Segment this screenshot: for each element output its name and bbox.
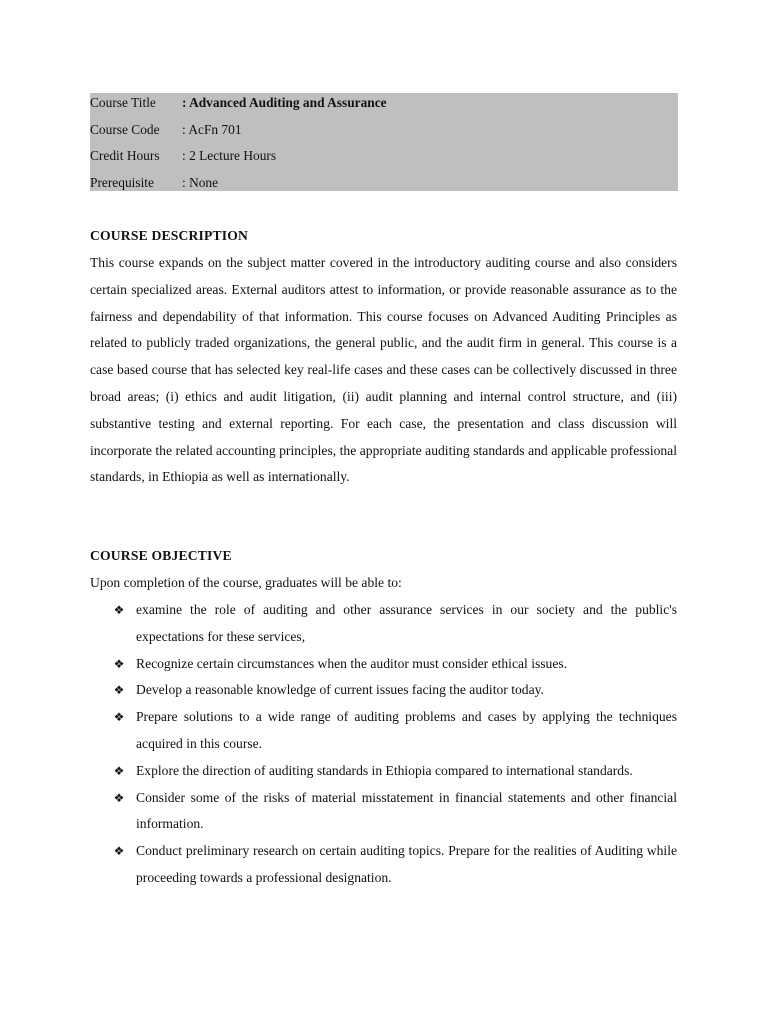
objective-text: Conduct preliminary research on certain auditing topics. Prepare for the realities of Auditing while proceeding towards a professional designation. — [136, 843, 677, 885]
list-item — [90, 597, 677, 651]
list-item — [90, 785, 677, 839]
credit-hours-label: Credit Hours — [90, 148, 160, 164]
objective-text: Recognize certain circumstances when the auditor must consider ethical issues. — [136, 655, 568, 671]
course-title-value: : Advanced Auditing and Assurance — [182, 95, 387, 110]
course-objective-intro: Upon completion of the course, graduates will be able to: — [90, 575, 402, 590]
objective-text: Develop a reasonable knowledge of current issues facing the auditor today. — [136, 682, 544, 698]
list-item — [90, 651, 677, 678]
course-code-label: Course Code — [90, 121, 160, 137]
objective-text: Prepare solutions to a wide range of auditing problems and cases by applying the techniques acquired in this course. — [136, 709, 677, 751]
prerequisite-value: : None — [182, 174, 219, 190]
diamond-bullet-icon: ❖ — [113, 603, 125, 617]
list-item — [90, 838, 677, 892]
diamond-bullet-icon: ❖ — [113, 710, 125, 725]
list-item — [90, 677, 677, 704]
list-item — [90, 758, 677, 785]
course-code-value: : AcFn 701 — [182, 121, 242, 137]
diamond-bullet-icon: ❖ — [113, 683, 125, 698]
diamond-bullet-icon: ❖ — [113, 844, 125, 859]
credit-hours-value: : 2 Lecture Hours — [182, 148, 277, 164]
diamond-bullet-icon: ❖ — [113, 656, 125, 671]
list-item — [90, 704, 677, 758]
objective-list — [90, 597, 677, 892]
course-info-table — [90, 93, 678, 191]
prerequisite-row — [90, 174, 678, 201]
objective-text: Explore the direction of auditing standards in Ethiopia compared to international standards. — [136, 762, 633, 778]
course-title-row — [90, 94, 678, 121]
course-title-label: Course Title — [90, 95, 156, 110]
objective-text: examine the role of auditing and other assurance services in our society and the public's expectations for these services, — [136, 602, 677, 644]
objective-text: Consider some of the risks of material misstatement in financial statements and other financial information. — [136, 789, 677, 832]
diamond-bullet-icon: ❖ — [113, 790, 125, 805]
diamond-bullet-icon: ❖ — [113, 763, 125, 778]
course-description-heading: COURSE DESCRIPTION — [90, 228, 249, 243]
prerequisite-label: Prerequisite — [90, 174, 154, 190]
credit-hours-row — [90, 147, 678, 174]
course-objective-heading: COURSE OBJECTIVE — [90, 548, 232, 563]
course-description-text: This course expands on the subject matter covered in the introductory auditing course and also considers certain specialized areas. External auditors attest to information, or provide reasonable assurance as to the fairness and dependability of that information. This course focuses on Advanced Auditing Principles as related to publicly traded organizations, the general public, and the audit firm in general. This course is a case based course that has selected key real-life cases and these cases can be collectively discussed in three broad areas; (i) ethics and audit litigation, (ii) audit planning and internal control structure, and (iii) substantive testing and external reporting. For each case, the presentation and class discussion will incorporate the related accounting principles, the appropriate auditing standards and applicable professional standards, in Ethiopia as well as internationally. — [90, 255, 677, 485]
course-code-row — [90, 121, 678, 148]
